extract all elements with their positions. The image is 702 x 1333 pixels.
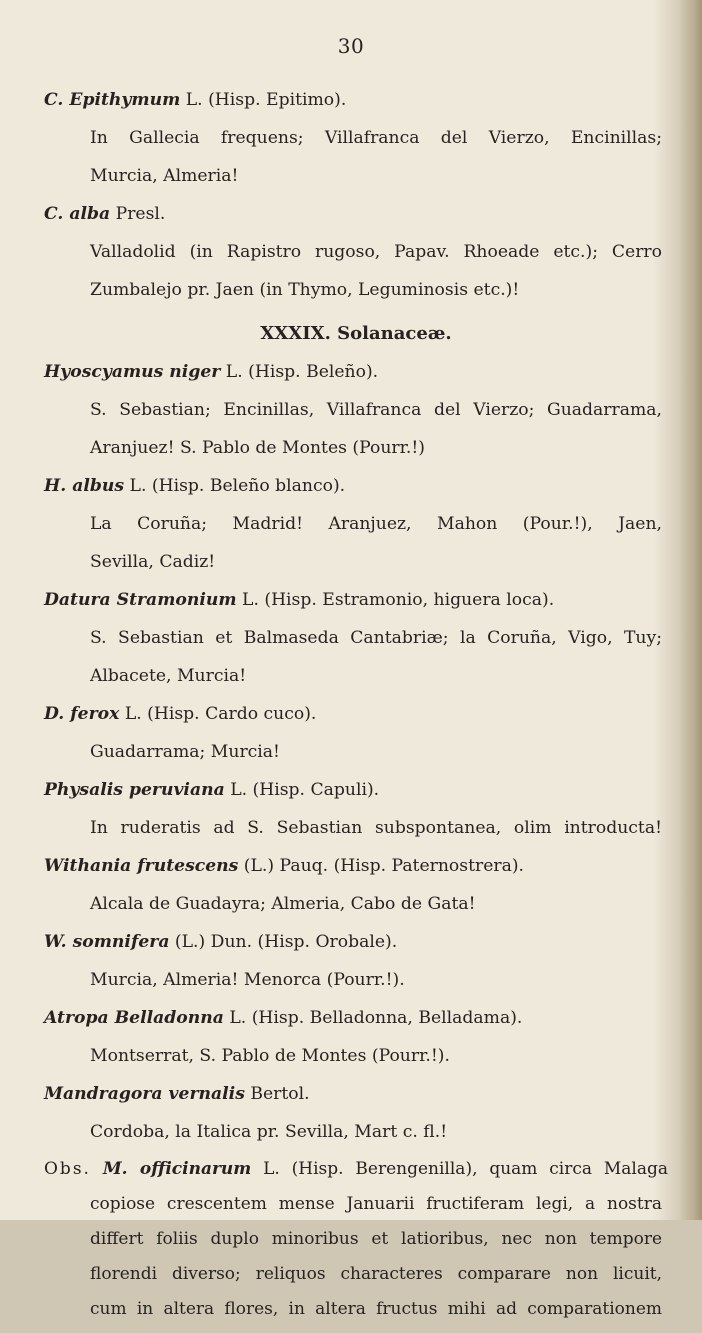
- entry-details: L. (Hisp. Epitimo).: [180, 90, 347, 110]
- locality-line: In ruderatis ad S. Sebastian subspontanea, olim introducta!: [90, 818, 662, 838]
- locality-line: Murcia, Almeria!: [90, 166, 239, 186]
- entry-details: L. (Hisp. Belladonna, Belladama).: [223, 1008, 523, 1028]
- taxon-name: Datura Stramonium: [44, 590, 237, 610]
- entry-heading: [44, 88, 668, 126]
- obs-line: differt foliis duplo minoribus et latioribus, nec non tempore: [90, 1229, 662, 1249]
- taxon-name: C. Epithymum: [44, 90, 181, 110]
- entry-heading: [44, 360, 668, 398]
- page-content: [44, 88, 668, 1333]
- entry-details: Bertol.: [244, 1084, 310, 1104]
- entry-details: (L.) Dun. (Hisp. Orobale).: [169, 932, 398, 952]
- taxon-name: D. ferox: [44, 704, 120, 724]
- locality-line: Valladolid (in Rapistro rugoso, Papav. Rhoeade etc.); Cerro: [90, 242, 662, 262]
- locality-line: S. Sebastian; Encinillas, Villafranca del Vierzo; Guadarrama,: [90, 400, 662, 420]
- obs-label: Obs.: [44, 1159, 91, 1179]
- locality-line: Albacete, Murcia!: [90, 666, 247, 686]
- entry-details: L. (Hisp. Beleño).: [220, 362, 379, 382]
- taxon-name: Mandragora vernalis: [44, 1084, 245, 1104]
- locality-line: La Coruña; Madrid! Aranjuez, Mahon (Pour.!), Jaen,: [90, 514, 662, 534]
- entry-details: L. (Hisp. Cardo cuco).: [119, 704, 317, 724]
- family-header: XXXIX. Solanaceæ.: [260, 323, 452, 344]
- entry-heading: [44, 1082, 668, 1120]
- taxon-name: Hyoscyamus niger: [44, 362, 221, 382]
- entry-heading: [44, 854, 668, 892]
- obs-line: florendi diverso; reliquos characteres comparare non licuit,: [90, 1264, 662, 1284]
- taxon-name: H. albus: [44, 476, 125, 496]
- locality-line: Aranjuez! S. Pablo de Montes (Pourr.!): [90, 438, 426, 458]
- locality-line: Zumbalejo pr. Jaen (in Thymo, Leguminosis etc.)!: [90, 280, 520, 300]
- entry-heading: [44, 778, 668, 816]
- entry-details: L. (Hisp. Estramonio, higuera loca).: [236, 590, 555, 610]
- obs-heading: [44, 1158, 668, 1193]
- entry-details: (L.) Pauq. (Hisp. Paternostrera).: [238, 856, 525, 876]
- obs-line: copiose crescentem mense Januarii fructiferam legi, a nostra: [90, 1194, 662, 1214]
- locality-line: In Gallecia frequens; Villafranca del Vierzo, Encinillas;: [90, 128, 662, 148]
- entry-details: Presl.: [110, 204, 166, 224]
- locality-line: Murcia, Almeria! Menorca (Pourr.!).: [90, 970, 405, 990]
- entry-details: L. (Hisp. Berengenilla), quam circa Malaga: [251, 1159, 668, 1179]
- locality-line: Sevilla, Cadiz!: [90, 552, 216, 572]
- taxon-name: Atropa Belladonna: [44, 1008, 224, 1028]
- taxon-name: M. officinarum: [102, 1159, 252, 1179]
- entry-heading: [44, 474, 668, 512]
- page-number: 30: [337, 34, 365, 58]
- locality-line: Guadarrama; Murcia!: [90, 742, 280, 762]
- entry-heading: [44, 702, 668, 740]
- locality-line: S. Sebastian et Balmaseda Cantabriæ; la Coruña, Vigo, Tuy;: [90, 628, 662, 648]
- entry-heading: [44, 588, 668, 626]
- entry-details: L. (Hisp. Beleño blanco).: [124, 476, 346, 496]
- page-edge-shadow: [680, 0, 702, 1220]
- taxon-name: W. somnifera: [44, 932, 170, 952]
- locality-line: Montserrat, S. Pablo de Montes (Pourr.!).: [90, 1046, 450, 1066]
- locality-line: Cordoba, la Italica pr. Sevilla, Mart c. fl.!: [90, 1122, 448, 1142]
- taxon-name: Withania frutescens: [44, 856, 239, 876]
- obs-line: cum in altera flores, in altera fructus mihi ad comparationem: [90, 1299, 662, 1319]
- entry-heading: [44, 930, 668, 968]
- locality-line: Alcala de Guadayra; Almeria, Cabo de Gata!: [90, 894, 476, 914]
- entry-heading: [44, 1006, 668, 1044]
- entry-heading: [44, 202, 668, 240]
- taxon-name: C. alba: [44, 204, 111, 224]
- entry-details: L. (Hisp. Capuli).: [224, 780, 380, 800]
- taxon-name: Physalis peruviana: [44, 780, 225, 800]
